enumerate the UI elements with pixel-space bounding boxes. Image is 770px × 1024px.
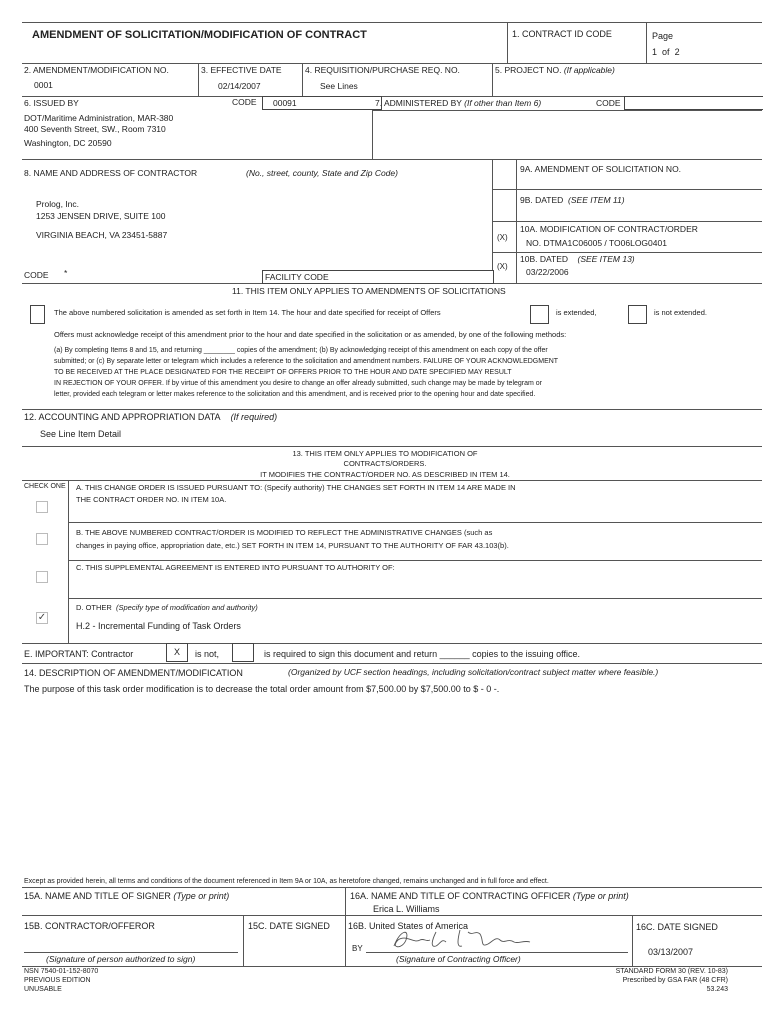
check-one-label: CHECK ONE [24, 483, 66, 490]
option-a-line1: A. THIS CHANGE ORDER IS ISSUED PURSUANT TO: (Specify authority) THE CHANGES SET FORTH IN ITEM 14 ARE MADE IN [76, 483, 516, 492]
important-rest: is required to sign this document and return ______ copies to the issuing office. [264, 649, 581, 659]
signer-name-label [24, 891, 229, 901]
form-number-line2: Prescribed by GSA FAR (48 CFR) [622, 977, 728, 984]
item14-label: 14. DESCRIPTION OF AMENDMENT/MODIFICATION [24, 668, 243, 678]
dated-9b-text: 9B. DATED [520, 195, 564, 205]
is-not-label: is not, [195, 649, 220, 659]
administered-by-text: 7. ADMINISTERED BY [375, 98, 462, 108]
contractor-code-label: CODE [24, 270, 49, 280]
signature-officer-caption: (Signature of Contracting Officer) [396, 954, 521, 964]
option-b-line2: changes in paying office, appropriation date, etc.) SET FORTH IN ITEM 14, PURSUANT TO THE AUTHORITY OF FAR 43.103(b). [76, 541, 509, 550]
administered-by-label [375, 99, 541, 109]
united-states-label: 16B. United States of America [348, 921, 469, 931]
nsn-line1: NSN 7540-01-152-8070 [24, 968, 99, 975]
signer-name-text: 15A. NAME AND TITLE OF SIGNER [24, 891, 171, 901]
option-d-label [76, 604, 258, 613]
item14-text: The purpose of this task order modification is to decrease the total order amount from $7,500.00 by $7,500.00 to $ - 0 -. [24, 684, 500, 694]
is-not-checkbox[interactable] [232, 643, 254, 662]
requisition-label: 4. REQUISITION/PURCHASE REQ. NO. [305, 65, 460, 75]
dated-10b-hint: (SEE ITEM 13) [577, 254, 635, 264]
contractor-label: 8. NAME AND ADDRESS OF CONTRACTOR [24, 168, 198, 178]
form-number-line1: STANDARD FORM 30 (REV. 10-83) [615, 968, 728, 975]
item11-para2: (a) By completing Items 8 and 15, and returning ________ copies of the amendment; (b) By acknowledging receipt of this amendment on each copy of the offer [54, 347, 548, 354]
option-d-hint: (Specify type of modification and authority) [116, 603, 258, 612]
item12-value: See Line Item Detail [40, 429, 122, 439]
item13-title3: IT MODIFIES THE CONTRACT/ORDER NO. AS DESCRIBED IN ITEM 14. [260, 470, 510, 479]
dated-10b-text: 10B. DATED [520, 254, 569, 264]
is-checkbox[interactable]: X [166, 643, 188, 662]
rule [516, 159, 517, 283]
item13-title2: CONTRACTS/ORDERS. [343, 459, 427, 468]
extended-checkbox[interactable] [530, 305, 549, 324]
date-signed-16c-value: 03/13/2007 [648, 947, 694, 957]
item11-para1: Offers must acknowledge receipt of this amendment prior to the hour and date specified in the solicitation or as amended, by one of the following methods: [54, 330, 567, 339]
rule [507, 22, 508, 63]
facility-code-label: FACILITY CODE [262, 270, 494, 284]
option-a-checkbox[interactable] [36, 501, 48, 513]
rule [372, 110, 762, 111]
contractor-hint: (No., street, county, State and Zip Code) [246, 168, 398, 178]
officer-name-label [350, 891, 629, 901]
important-label: E. IMPORTANT: Contractor [24, 649, 134, 659]
admin-code-label: CODE [596, 98, 621, 108]
page-total: 2 [674, 47, 680, 57]
rule [22, 643, 762, 644]
rule [68, 598, 762, 599]
contractor-code-value: * [64, 268, 68, 278]
page-of: of [662, 47, 670, 57]
officer-signature-scribble [380, 926, 540, 954]
amendment-no-value: 0001 [34, 80, 53, 90]
option-d-value: H.2 - Incremental Funding of Task Orders [76, 621, 241, 631]
item11-para5: IN REJECTION OF YOUR OFFER. If by virtue of this amendment you desire to change an offer already submitted, such change may be made by telegram or [54, 380, 543, 387]
administered-by-hint: (If other than Item 6) [464, 98, 542, 108]
modification-10a-value: NO. DTMA1C06005 / TO06LOG0401 [526, 238, 667, 248]
rule [22, 63, 762, 64]
rule [198, 63, 199, 96]
contractor-street: 1253 JENSEN DRIVE, SUITE 100 [36, 211, 166, 221]
x-mark-10b: (X) [497, 262, 508, 271]
contractor-signature-line [24, 952, 238, 953]
amendment-no-label: 2. AMENDMENT/MODIFICATION NO. [24, 65, 169, 75]
requisition-value: See Lines [320, 81, 358, 91]
project-no-hint: (If applicable) [563, 65, 615, 75]
option-c-line1: C. THIS SUPPLEMENTAL AGREEMENT IS ENTERED INTO PURSUANT TO AUTHORITY OF: [76, 563, 395, 572]
rule [22, 159, 762, 160]
project-no-text: 5. PROJECT NO. [495, 65, 562, 75]
rule [243, 915, 244, 966]
page-count [652, 47, 680, 57]
issuer-address-line2: 400 Seventh Street, SW., Room 7310 [24, 124, 166, 134]
form-title: AMENDMENT OF SOLICITATION/MODIFICATION OF CONTRACT [32, 29, 367, 41]
page-current: 1 [652, 47, 658, 57]
rule [492, 159, 493, 283]
rule [22, 446, 762, 447]
rule [68, 560, 762, 561]
rule [492, 63, 493, 96]
signer-name-hint: (Type or print) [173, 891, 230, 901]
item12-hint: (If required) [230, 412, 278, 422]
item12-text: 12. ACCOUNTING AND APPROPRIATION DATA [24, 412, 221, 422]
project-no-label [495, 66, 615, 76]
contractor-city: VIRGINIA BEACH, VA 23451-5887 [36, 230, 168, 240]
option-d-text: D. OTHER [76, 603, 112, 612]
officer-name-text: 16A. NAME AND TITLE OF CONTRACTING OFFICER [350, 891, 571, 901]
not-extended-label: is not extended. [654, 308, 707, 317]
issuer-address-line3: Washington, DC 20590 [24, 138, 112, 148]
rule [68, 522, 762, 523]
nsn-line2: PREVIOUS EDITION [24, 977, 91, 984]
nsn-line3: UNUSABLE [24, 986, 62, 993]
extended-label: is extended, [556, 308, 597, 317]
date-signed-16c-label: 16C. DATE SIGNED [636, 922, 718, 932]
rule [22, 409, 762, 410]
rule [22, 663, 762, 664]
item11-checkbox[interactable] [30, 305, 45, 324]
contractor-name: Prolog, Inc. [36, 199, 79, 209]
item11-para3: submitted; or (c) By separate letter or telegram which includes a reference to the solicitation and amendment numbers. FAILURE OF YOUR ACKNOWLEDGMENT [54, 358, 559, 365]
rule [492, 221, 762, 222]
item11-para6: letter, provided each telegram or letter makes reference to the solicitation and this amendment, and is received prior to the opening hour and date specified. [54, 391, 536, 398]
rule [632, 915, 633, 966]
rule [22, 480, 762, 481]
officer-name-value: Erica L. Williams [373, 904, 440, 914]
amendment-solicitation-label: 9A. AMENDMENT OF SOLICITATION NO. [520, 164, 682, 174]
item11-para4: TO BE RECEIVED AT THE PLACE DESIGNATED FOR THE RECEIPT OF OFFERS PRIOR TO THE HOUR AND DATE SPECIFIED MAY RESULT [54, 369, 512, 376]
x-mark-10a: (X) [497, 233, 508, 242]
rule [22, 887, 762, 888]
not-extended-checkbox[interactable] [628, 305, 647, 324]
officer-name-hint: (Type or print) [572, 891, 629, 901]
dated-9b-hint: (SEE ITEM 11) [568, 195, 625, 205]
option-a-line2: THE CONTRACT ORDER NO. IN ITEM 10A. [76, 495, 227, 504]
page-label: Page [652, 31, 674, 41]
issuer-code-label: CODE [232, 97, 257, 107]
option-d-checkbox[interactable]: ✓ [37, 612, 47, 623]
dated-9b-label [520, 196, 625, 206]
item11-title: 11. THIS ITEM ONLY APPLIES TO AMENDMENTS OF SOLICITATIONS [232, 286, 506, 296]
effective-date-value: 02/14/2007 [218, 81, 261, 91]
issuer-address-line1: DOT/Maritime Administration, MAR-380 [24, 113, 174, 123]
rule [345, 887, 346, 966]
by-label: BY [352, 944, 363, 953]
issuer-code-value: 00091 [262, 96, 382, 110]
option-b-checkbox[interactable] [36, 533, 48, 545]
dated-10b-value: 03/22/2006 [526, 267, 569, 277]
rule [646, 22, 647, 63]
date-signed-15c-label: 15C. DATE SIGNED [248, 921, 330, 931]
issued-by-label: 6. ISSUED BY [24, 98, 79, 108]
contractor-offeror-label: 15B. CONTRACTOR/OFFEROR [24, 921, 155, 931]
item11-line1: The above numbered solicitation is amended as set forth in Item 14. The hour and date specified for receipt of Offers [54, 308, 441, 317]
form-number-line3: 53.243 [706, 986, 728, 993]
dated-10b-label [520, 255, 635, 265]
modification-10a-label: 10A. MODIFICATION OF CONTRACT/ORDER [520, 224, 698, 234]
except-note: Except as provided herein, all terms and conditions of the document referenced in Item 9A or 10A, as heretofore changed, remains unchanged and in full force and effect. [24, 878, 549, 885]
contract-id-label: 1. CONTRACT ID CODE [512, 29, 612, 39]
rule [302, 63, 303, 96]
rule [22, 966, 762, 967]
effective-date-label: 3. EFFECTIVE DATE [201, 65, 282, 75]
rule [22, 22, 762, 23]
admin-code-value [624, 96, 763, 110]
item13-title1: 13. THIS ITEM ONLY APPLIES TO MODIFICATION OF [292, 449, 478, 458]
item14-hint: (Organized by UCF section headings, including solicitation/contract subject matter where feasible.) [288, 667, 659, 677]
rule [492, 189, 762, 190]
option-b-line1: B. THE ABOVE NUMBERED CONTRACT/ORDER IS MODIFIED TO REFLECT THE ADMINISTRATIVE CHANGES (such as [76, 528, 493, 537]
item12-label [24, 412, 277, 422]
rule [68, 480, 69, 643]
option-c-checkbox[interactable] [36, 571, 48, 583]
rule [492, 252, 762, 253]
signature-person-caption: (Signature of person authorized to sign) [46, 954, 196, 964]
rule [22, 915, 762, 916]
